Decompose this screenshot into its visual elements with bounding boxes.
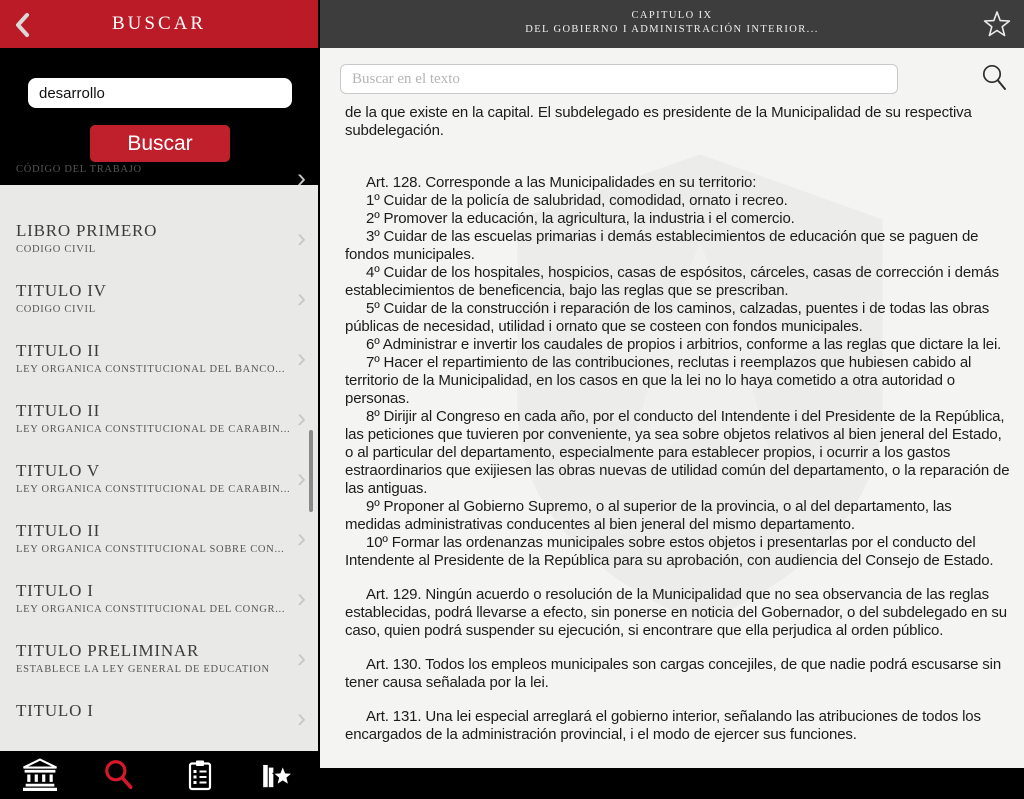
result-title: TITULO I — [16, 581, 94, 600]
result-title: TITULO IV — [16, 281, 107, 300]
text-search-button[interactable] — [978, 61, 1012, 95]
chevron-right-icon: › — [297, 643, 306, 673]
star-outline-icon — [982, 10, 1012, 40]
paragraph: 8º Dirijir al Congreso en cada año, por el conducto del Intendente i del Presidente de la República, las peticiones que tuvieren por conveniente, ya sea sobre objetos relativos al bien jeneral del Estado, o al particular del departamento, especialmente para establecer propios, i ocurrir a los gastos estraordinarios que exijiesen las obras nuevas de utilidad común del departamento, o la reparación de las antiguas. — [345, 408, 1010, 497]
paragraph: 9º Proponer al Gobierno Supremo, o al superior de la provincia, o al del departamento, las medidas administrativas conducentes al bien jeneral del mismo departamento. — [345, 498, 952, 533]
search-results-list — [0, 163, 318, 751]
text-search-bar — [320, 48, 1024, 104]
result-title: TITULO PRELIMINAR — [16, 641, 200, 660]
paragraph: Art. 128. Corresponde a las Municipalidades en su territorio: — [366, 174, 757, 191]
text-search-input[interactable] — [340, 64, 898, 94]
paragraph: Art. 130. Todos los empleos municipales son cargas concejiles, de que nadie podrá escusarse sin tener causa señalada por la lei. — [345, 656, 1002, 691]
chevron-right-icon: › — [297, 523, 306, 553]
search-submit-button[interactable]: Buscar — [90, 125, 230, 162]
result-item[interactable] — [0, 211, 318, 271]
paragraph: 7º Hacer el repartimiento de las contribuciones, reclutas i reemplazos que hubiesen cabido al territorio de la Municipalidad, en los casos en que la lei no lo haya cometido a otra autoridad o personas. — [345, 354, 972, 407]
books-star-icon — [260, 758, 296, 792]
result-item[interactable] — [0, 271, 318, 331]
paragraph: 5º Cuidar de la construcción i reparación de los caminos, calzadas, puentes i de todas las obras públicas de necesidad, utilidad i ornato que se costeen con fondos municipales. — [345, 300, 990, 335]
document-header — [320, 0, 1024, 48]
chevron-right-icon: › — [297, 283, 306, 313]
sidebar-title: BUSCAR — [111, 13, 207, 34]
document-text — [320, 104, 1024, 744]
chevron-right-icon: › — [297, 583, 306, 613]
paragraph: Art. 129. Ningún acuerdo o resolución de la Municipalidad que no sea observancia de las reglas establecidas, podrá llevarse a efecto, sin ponerse en noticia del Gobernador, o del subdelegado en su caso, quien podrá suspender su ejecución, si encontrare que ella perjudica al orden público. — [345, 586, 1007, 639]
search-icon — [981, 63, 1009, 93]
result-subtitle: CODIGO CIVIL — [16, 304, 96, 315]
paragraph: 1º Cuidar de la policía de salubridad, comodidad, ornato i recreo. — [366, 192, 788, 209]
result-item[interactable] — [0, 571, 318, 631]
result-subtitle: LEY ORGANICA CONSTITUCIONAL SOBRE CON... — [16, 544, 285, 555]
result-item[interactable] — [0, 391, 318, 451]
paragraph: 10º Formar las ordenanzas municipales sobre estos objetos i presentarlas por el conducto del Intendente al Presidente de la República para su aprobación, con audiencia del Consejo de Estado. — [345, 534, 994, 569]
result-subtitle: LEY ORGANICA CONSTITUCIONAL DE CARABIN... — [16, 424, 291, 435]
result-title: TITULO II — [16, 521, 101, 540]
result-subtitle: CODIGO CIVIL — [16, 244, 96, 255]
chevron-right-icon: › — [297, 403, 306, 433]
tab-library[interactable] — [8, 752, 72, 798]
chevron-right-icon: › — [297, 223, 306, 253]
tab-favorites[interactable] — [246, 752, 310, 798]
result-item[interactable] — [0, 691, 318, 751]
paragraph: 2º Promover la educación, la agricultura, la industria i el comercio. — [366, 210, 795, 227]
sidebar — [0, 0, 320, 768]
result-item[interactable] — [0, 451, 318, 511]
result-subtitle: CÓDIGO DEL TRABAJO — [16, 164, 142, 175]
chevron-right-icon: › — [297, 163, 306, 193]
result-subtitle: LEY ORGANICA CONSTITUCIONAL DE CARABIN... — [16, 484, 291, 495]
chevron-left-icon — [12, 11, 34, 39]
result-title: TITULO II — [16, 401, 101, 420]
result-subtitle: LEY ORGANICA CONSTITUCIONAL DEL CONGR... — [16, 604, 286, 615]
chevron-right-icon: › — [297, 343, 306, 373]
result-title: LIBRO PRIMERO — [16, 221, 158, 240]
result-item[interactable] — [0, 331, 318, 391]
back-button[interactable] — [8, 10, 38, 40]
result-title: TITULO II — [16, 341, 101, 360]
result-subtitle: ESTABLECE LA LEY GENERAL DE EDUCATION — [16, 664, 270, 675]
paragraph: 4º Cuidar de los hospitales, hospicios, casas de espósitos, cárceles, casas de corrección i demás establecimientos de beneficencia, bajo las reglas que se prescriban. — [345, 264, 999, 299]
chevron-right-icon: › — [297, 463, 306, 493]
sidebar-header — [0, 0, 318, 48]
chapter-subtitle: DEL GOBIERNO I ADMINISTRACIÓN INTERIOR... — [525, 24, 819, 35]
document-body — [320, 104, 1024, 768]
paragraph: de la que existe en la capital. El subdelegado es presidente de la Municipalidad de su respectiva subdelegación. — [345, 104, 972, 139]
result-item[interactable] — [0, 151, 318, 211]
clipboard-list-icon — [183, 758, 215, 792]
chevron-right-icon: › — [297, 703, 306, 733]
document-pane — [320, 0, 1024, 768]
paragraph: 6º Administrar e invertir los caudales de propios i arbitrios, conforme a las reglas que dictare la lei. — [366, 336, 1002, 353]
result-subtitle: LEY ORGANICA CONSTITUCIONAL DEL BANCO... — [16, 364, 286, 375]
result-item[interactable] — [0, 511, 318, 571]
result-title: TITULO I — [16, 701, 94, 720]
magnifier-icon — [102, 758, 136, 792]
result-item[interactable] — [0, 631, 318, 691]
paragraph: 3º Cuidar de las escuelas primarias i demás establecimientos de educación que se paguen de fondos municipales. — [345, 228, 979, 263]
bottom-tabbar — [0, 751, 318, 799]
result-title: TITULO V — [16, 461, 100, 480]
paragraph: Art. 131. Una lei especial arreglará el gobierno interior, señalando las atribuciones de todos los encargados de la administración provincial, i el modo de ejercer sus funciones. — [345, 708, 981, 743]
bank-columns-icon — [21, 758, 59, 792]
scrollbar-thumb[interactable] — [309, 430, 313, 512]
chapter-title: CAPITULO IX — [631, 10, 713, 21]
tab-notes[interactable] — [167, 752, 231, 798]
favorite-button[interactable] — [980, 8, 1014, 42]
search-query-input[interactable] — [28, 78, 292, 108]
tab-search[interactable] — [87, 752, 151, 798]
